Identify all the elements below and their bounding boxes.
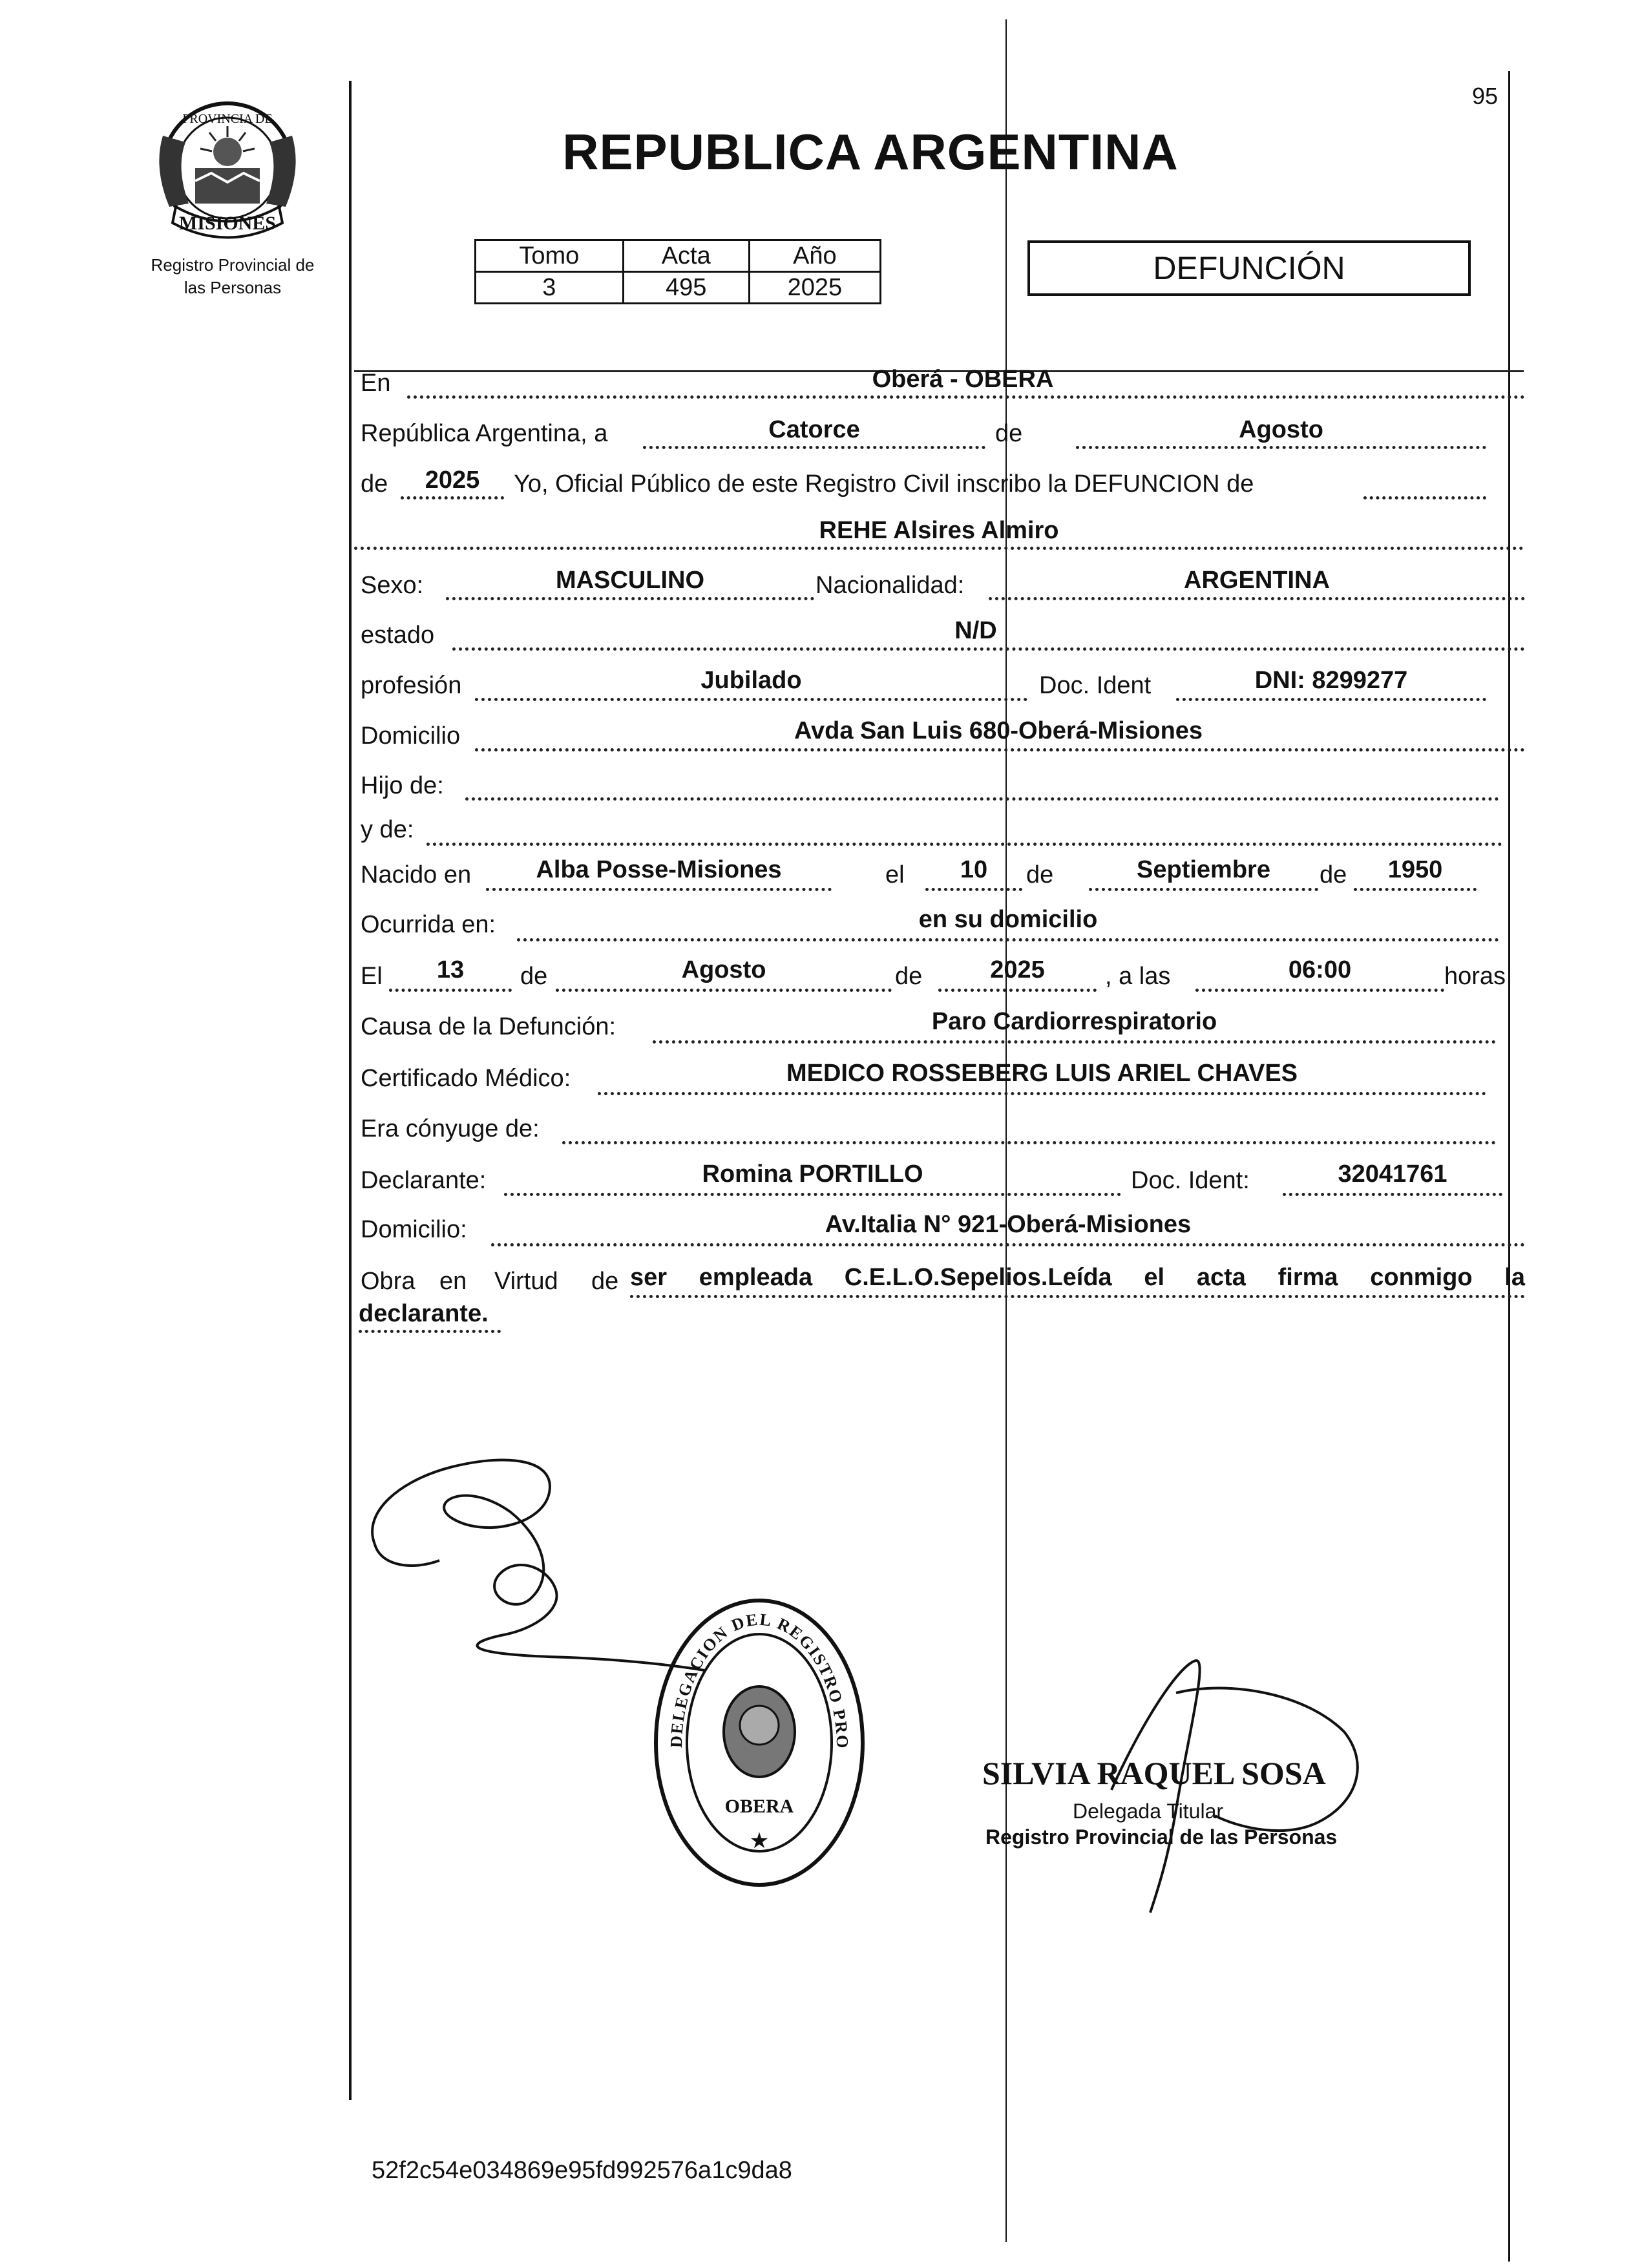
obra-texto-1: ser empleada C.E.L.O.Sepelios.Leída el acta firma conmigo la — [630, 1264, 1525, 1291]
def-anio-line — [938, 989, 1097, 992]
nacido-en-line — [486, 888, 832, 891]
nombre-value: REHE Alsires Almiro — [819, 517, 1059, 544]
declarante-label: Declarante: — [361, 1167, 487, 1194]
def-dia-value: 13 — [436, 956, 465, 983]
declarante-doc-line — [1283, 1193, 1502, 1196]
anio-value: 2025 — [749, 272, 880, 304]
dia-texto-line — [643, 446, 985, 449]
page-number: 95 — [1472, 83, 1499, 109]
sexo-value: MASCULINO — [555, 567, 705, 594]
obra-texto-1-line — [630, 1295, 1525, 1298]
profesion-line — [475, 698, 1027, 701]
doc-ident2-label: Doc. Ident: — [1131, 1167, 1250, 1194]
estado-label: estado — [361, 622, 435, 649]
declarante-doc-value: 32041761 — [1338, 1160, 1447, 1188]
obra-label: Obra — [361, 1268, 416, 1295]
acta-header: Acta — [623, 240, 749, 272]
estado-line — [452, 647, 1525, 651]
left-margin-line — [349, 81, 352, 2100]
y-de-label: y de: — [361, 816, 414, 843]
domicilio2-label: Domicilio: — [361, 1216, 467, 1243]
estado-value: N/D — [954, 617, 997, 644]
obra-texto-2-line — [359, 1330, 501, 1333]
dia-texto-value: Catorce — [768, 416, 860, 443]
declarante-domicilio-line — [491, 1243, 1525, 1246]
svg-text:★: ★ — [749, 1829, 770, 1853]
nac-mes-value: Septiembre — [1137, 856, 1270, 883]
anio-value-text: 2025 — [425, 467, 480, 494]
seal-ring-text: DELEGACION DEL REGISTRO PRO — [666, 1610, 852, 1750]
doc-ident-line — [1176, 698, 1486, 701]
domicilio-label: Domicilio — [361, 722, 461, 750]
document-hash: 52f2c54e034869e95fd992576a1c9da8 — [372, 2157, 792, 2184]
obra-en-label: en — [439, 1268, 467, 1295]
logo-provincia-text: PROVINCIA DE — [182, 112, 273, 126]
agency-name-line2: las Personas — [184, 278, 282, 297]
horas-label: horas — [1444, 963, 1506, 990]
anio-line — [401, 496, 504, 499]
delegation-seal — [649, 1593, 869, 1893]
nacionalidad-line — [989, 597, 1525, 600]
registrar-name: SILVIA RAQUEL SOSA — [982, 1755, 1326, 1791]
nacionalidad-value: ARGENTINA — [1184, 567, 1330, 594]
mes-texto-value: Agosto — [1239, 416, 1323, 443]
def-mes-line — [556, 989, 892, 992]
nac-anio-line — [1354, 888, 1477, 891]
oficial-statement: Yo, Oficial Público de este Registro Civil inscribo la DEFUNCION de — [514, 470, 1254, 498]
de-label: de — [995, 420, 1023, 447]
declarante-value: Romina PORTILLO — [702, 1160, 923, 1188]
nombre-line — [354, 547, 1524, 550]
a-las-label: , a las — [1105, 963, 1171, 990]
de-d1-label: de — [520, 963, 548, 990]
declarante-line — [504, 1193, 1121, 1196]
sexo-label: Sexo: — [361, 572, 424, 599]
obra-virtud-label: Virtud — [494, 1268, 558, 1295]
hijo-de-label: Hijo de: — [361, 772, 444, 799]
page-title: REPUBLICA ARGENTINA — [562, 123, 1179, 180]
profesion-label: profesión — [361, 672, 462, 699]
conyuge-line — [562, 1141, 1496, 1144]
certificado-label: Certificado Médico: — [361, 1065, 571, 1092]
defuncion-de-line — [1363, 496, 1486, 499]
sexo-line — [446, 597, 814, 600]
registrar-office: Registro Provincial de las Personas — [985, 1825, 1338, 1849]
nacionalidad-label: Nacionalidad: — [815, 572, 965, 599]
def-mes-value: Agosto — [681, 956, 766, 983]
declarante-domicilio-value: Av.Italia N° 921-Oberá-Misiones — [825, 1211, 1192, 1238]
registrar-role: Delegada Titular — [1073, 1800, 1224, 1823]
seal-city-text: OBERA — [724, 1796, 794, 1817]
def-dia-line — [389, 989, 512, 992]
hijo-de-line — [465, 797, 1499, 801]
tomo-value: 3 — [476, 272, 624, 304]
republica-label: República Argentina, a — [361, 420, 608, 447]
tomo-header: Tomo — [476, 240, 624, 272]
causa-value: Paro Cardiorrespiratorio — [931, 1008, 1217, 1035]
nacido-en-value: Alba Posse-Misiones — [536, 856, 782, 883]
de-b1-label: de — [1026, 861, 1054, 888]
anio-header: Año — [749, 240, 880, 272]
domicilio-line — [475, 748, 1525, 751]
ocurrida-en-line — [517, 938, 1499, 941]
el-label: el — [885, 861, 905, 888]
causa-line — [653, 1040, 1496, 1044]
logo-misiones-text: MISIONES — [178, 213, 277, 234]
lugar-value: Oberá - OBERA — [872, 366, 1054, 393]
nac-dia-line — [925, 888, 1022, 891]
en-label: En — [361, 370, 391, 397]
acta-value: 495 — [623, 272, 749, 304]
certificado-value: MEDICO ROSSEBERG LUIS ARIEL CHAVES — [786, 1060, 1298, 1087]
nac-mes-line — [1089, 888, 1318, 891]
obra-texto-2: declarante. — [359, 1300, 489, 1327]
agency-name-line1: Registro Provincial de — [151, 255, 315, 275]
right-margin-line — [1508, 71, 1510, 2262]
def-hora-value: 06:00 — [1288, 956, 1352, 983]
obra-de-label: de — [591, 1268, 619, 1295]
nac-dia-value: 10 — [960, 856, 988, 883]
def-anio-value: 2025 — [990, 956, 1045, 983]
ocurrida-en-value: en su domicilio — [918, 906, 1098, 933]
document-type-box: DEFUNCIÓN — [1027, 240, 1471, 296]
certificado-line — [598, 1092, 1486, 1095]
def-hora-line — [1195, 989, 1444, 992]
nac-anio-value: 1950 — [1387, 856, 1443, 883]
nacido-en-label: Nacido en — [361, 861, 472, 888]
mes-texto-line — [1076, 446, 1486, 449]
ocurrida-en-label: Ocurrida en: — [361, 911, 496, 938]
y-de-line — [426, 843, 1502, 846]
doc-ident-value: DNI: 8299277 — [1254, 667, 1408, 694]
de-d2-label: de — [895, 963, 923, 990]
el2-label: El — [361, 963, 383, 990]
lugar-line — [407, 395, 1525, 399]
register-table — [474, 239, 881, 304]
domicilio-value: Avda San Luis 680-Oberá-Misiones — [794, 717, 1203, 744]
doc-ident-label: Doc. Ident — [1039, 672, 1152, 699]
de-b2-label: de — [1320, 861, 1347, 888]
de-year-label: de — [361, 470, 388, 498]
conyuge-label: Era cónyuge de: — [361, 1115, 540, 1142]
causa-label: Causa de la Defunción: — [361, 1013, 616, 1040]
profesion-value: Jubilado — [700, 667, 802, 694]
